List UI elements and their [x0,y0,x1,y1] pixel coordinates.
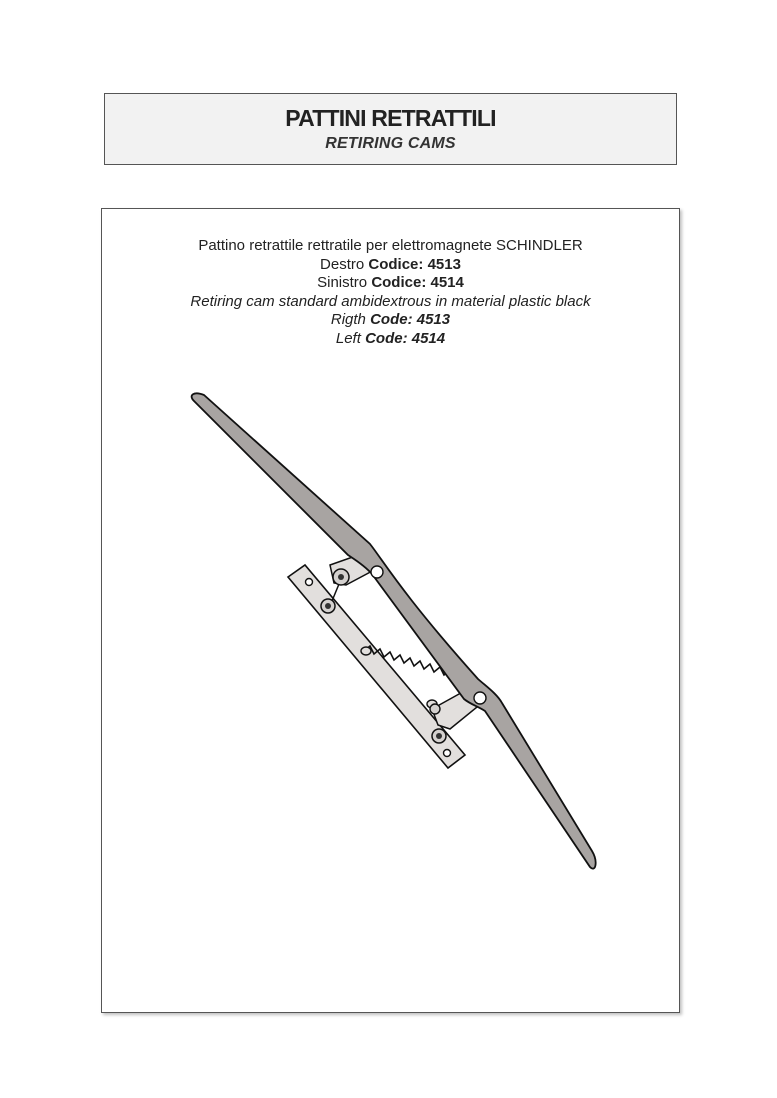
right-code-label-it: Codice: [368,255,424,273]
left-code-label-en: Code: [365,329,408,347]
retiring-cam-illustration [102,209,679,1012]
left-code-label-it: Codice: [371,274,427,291]
page-title: PATTINI RETRATTILI [285,105,496,131]
plate-hole-top [306,579,313,586]
product-card [101,208,680,1013]
right-code-label-en: Code: [370,311,413,328]
cam-pivot-top [371,566,383,578]
plate-hole-bottom [444,750,451,757]
right-label-en: Rigth [330,311,366,328]
header-box [104,93,677,165]
left-label-it: Sinistro [317,274,368,291]
description-italian: Pattino retrattile rettratile per elettromagnete SCHINDLER [198,237,583,254]
right-label-it: Destro [320,255,365,273]
right-code-value-en: 4513 [416,311,451,328]
description-english: Retiring cam standard ambidextrous in material plastic black [190,292,591,310]
left-code-value-en: 4514 [411,329,446,347]
left-label-en: Left [335,329,361,347]
page-subtitle: RETIRING CAMS [325,135,456,152]
left-code-value-it: 4514 [430,274,464,291]
right-code-value-it: 4513 [427,255,461,273]
cam-pivot-bottom [474,692,486,704]
cam-blade [192,393,596,868]
